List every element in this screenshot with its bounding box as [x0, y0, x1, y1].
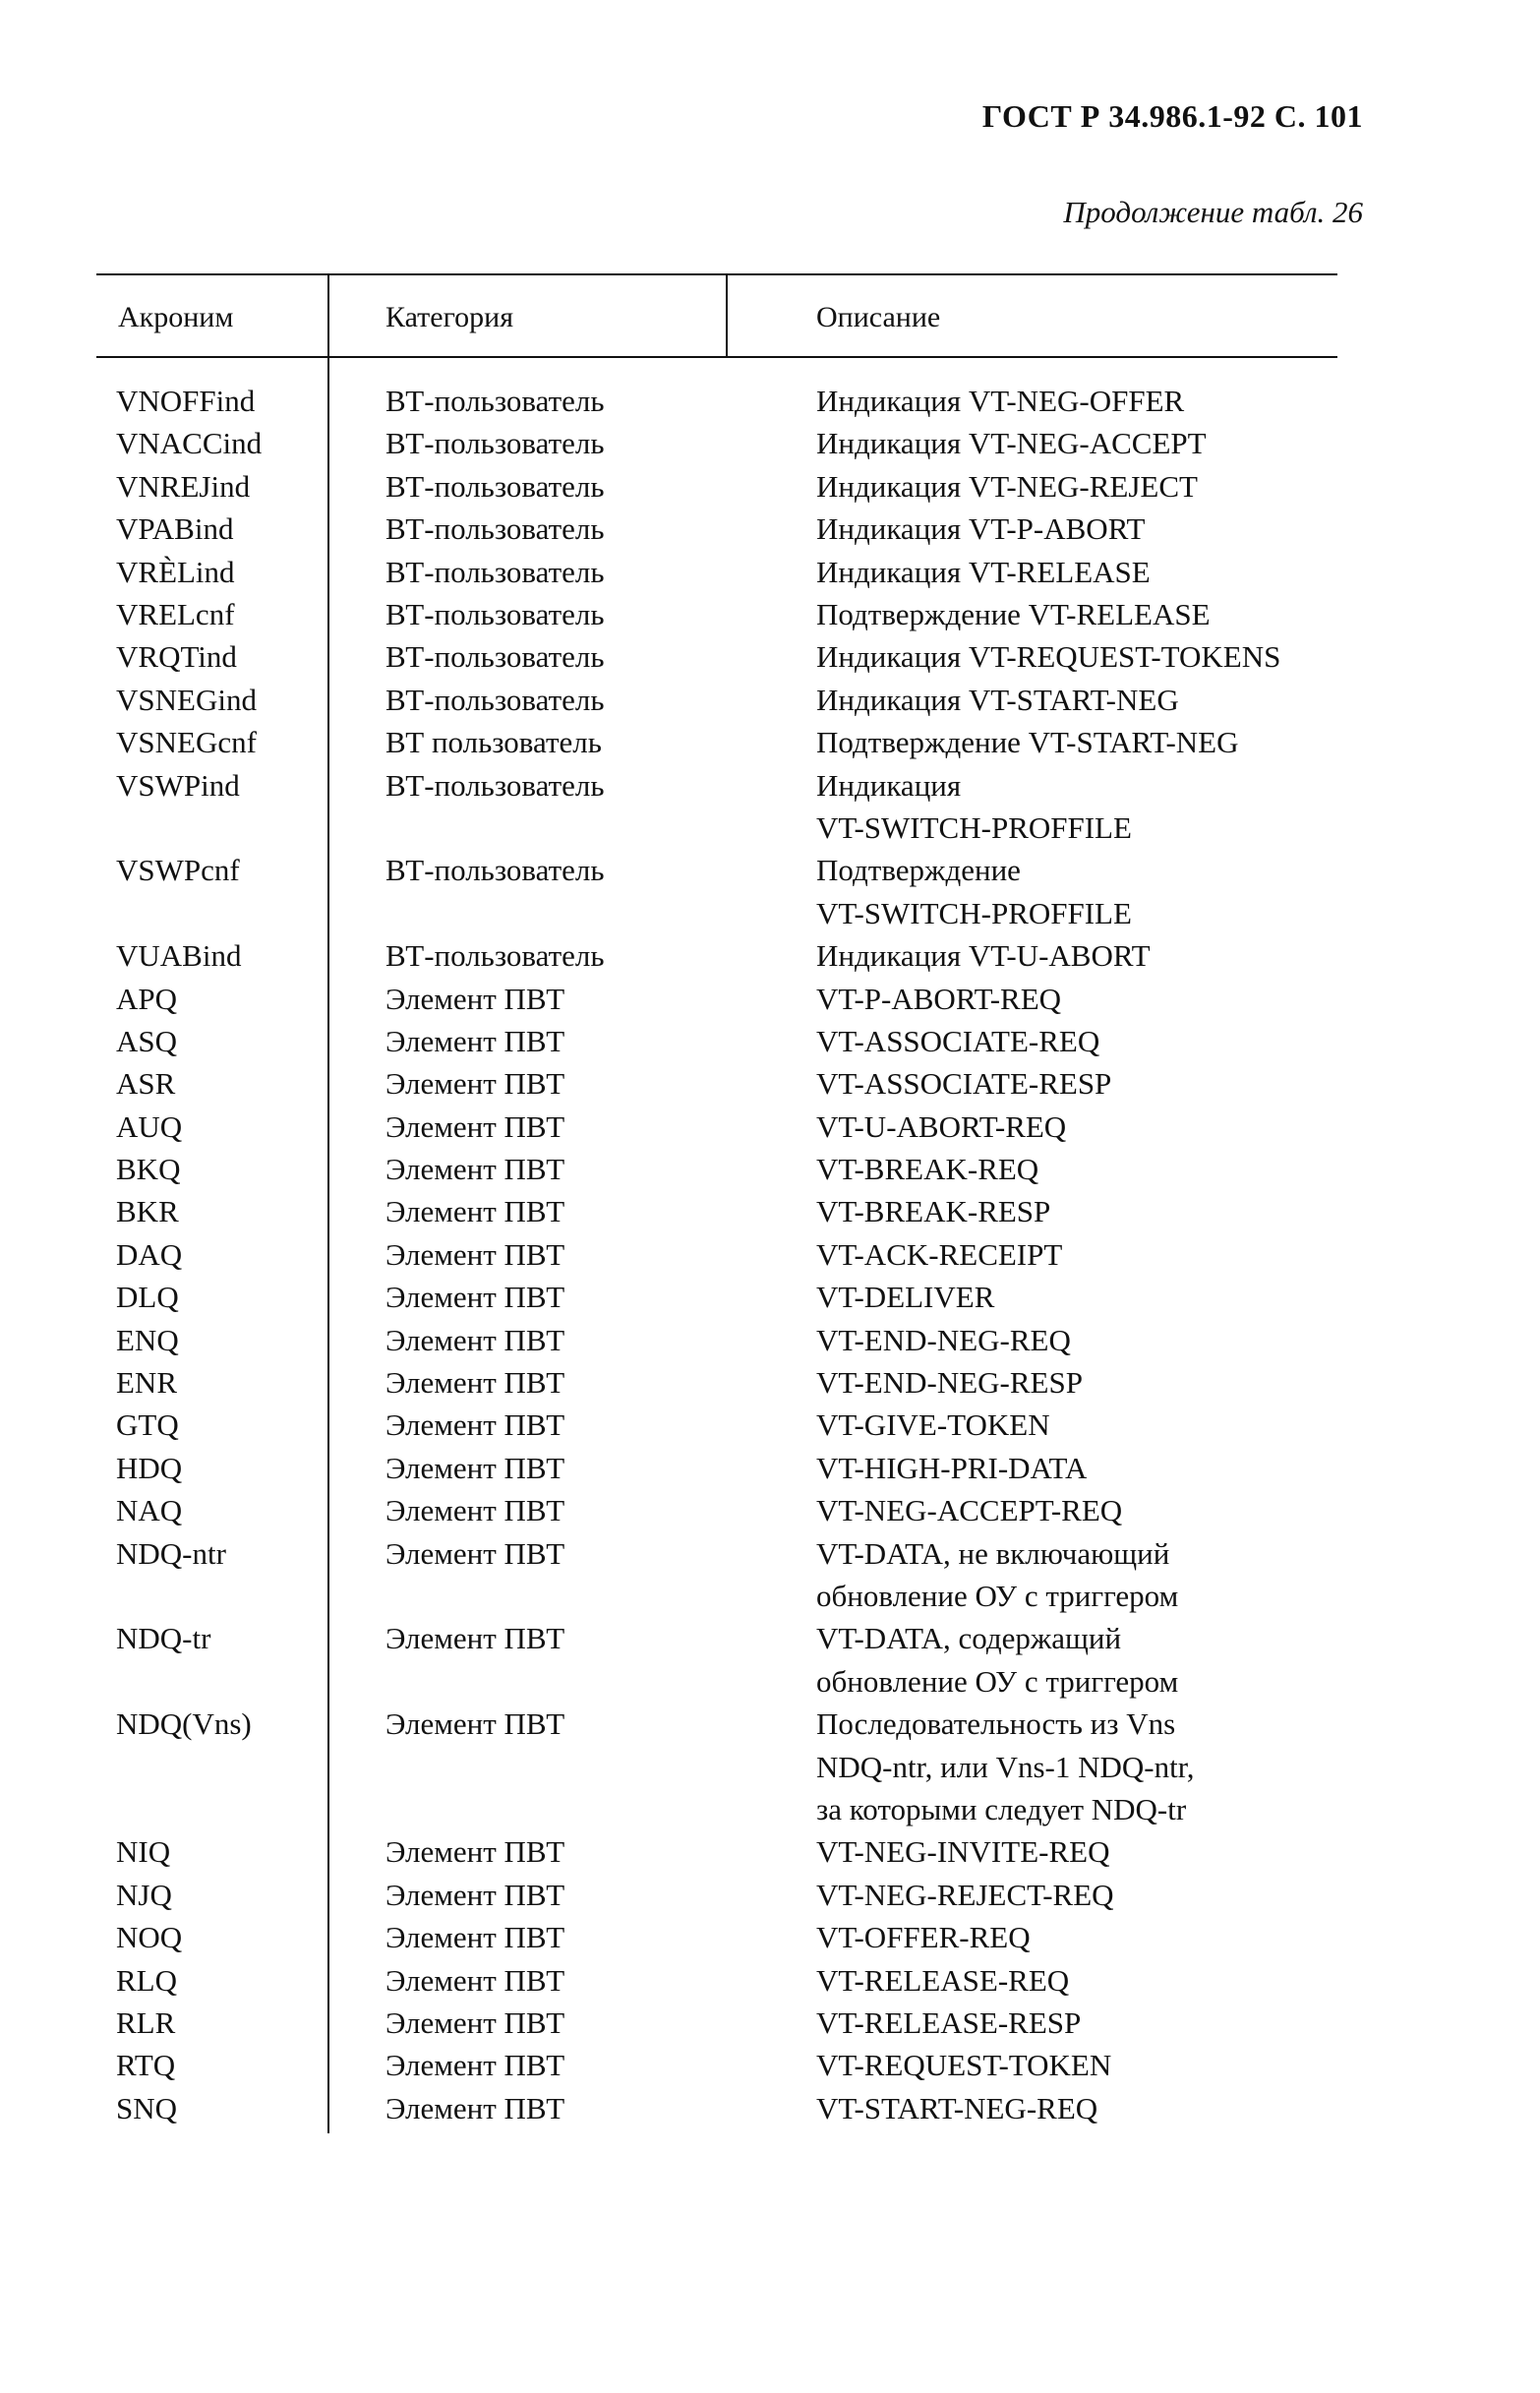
description-cell: [816, 422, 1207, 464]
description-line: VT-OFFER-REQ: [816, 1920, 1031, 1955]
table-row: [96, 1447, 1337, 1489]
description-cell: [816, 593, 1211, 635]
category-cell: Элемент ПВТ: [385, 1706, 565, 1742]
description-cell: [816, 1233, 1062, 1276]
category-cell: ВТ-пользователь: [385, 426, 605, 461]
description-cell: [816, 551, 1151, 593]
acronym-cell: NJQ: [116, 1877, 172, 1912]
category-cell: Элемент ПВТ: [385, 2004, 565, 2040]
acronym-cell: DLQ: [116, 1280, 179, 1315]
table-row: [96, 1617, 1337, 1703]
description-line: Индикация VT-START-NEG: [816, 682, 1179, 717]
description-line: VT-NEG-ACCEPT-REQ: [816, 1493, 1123, 1528]
description-cell: [816, 2087, 1097, 2129]
acronym-cell: NAQ: [116, 1493, 183, 1528]
acronym-cell: HDQ: [116, 1450, 183, 1485]
description-cell: [816, 1874, 1114, 1916]
description-cell: [816, 1148, 1038, 1190]
table-continuation-caption: Продолжение табл. 26: [1063, 195, 1363, 229]
description-line: VT-HIGH-PRI-DATA: [816, 1450, 1088, 1485]
description-cell: [816, 978, 1061, 1020]
acronym-cell: VSWPcnf: [116, 853, 240, 888]
description-line: VT-DATA, содержащий: [816, 1621, 1122, 1656]
description-cell: [816, 1106, 1066, 1148]
description-line: VT-DELIVER: [816, 1280, 995, 1315]
description-line: Индикация VT-U-ABORT: [816, 938, 1151, 974]
category-cell: Элемент ПВТ: [385, 1152, 565, 1187]
description-line: обновление ОУ с триггером: [816, 1578, 1179, 1613]
acronym-cell: VUABind: [116, 938, 242, 974]
description-cell: [816, 1190, 1050, 1232]
acronym-cell: ENQ: [116, 1322, 179, 1357]
description-line: VT-ASSOCIATE-REQ: [816, 1023, 1100, 1058]
acronym-cell: VRELcnf: [116, 596, 235, 631]
category-cell: Элемент ПВТ: [385, 1066, 565, 1102]
description-cell: [816, 508, 1145, 550]
acronym-cell: DAQ: [116, 1236, 183, 1272]
category-cell: ВТ-пользователь: [385, 639, 605, 675]
category-cell: Элемент ПВТ: [385, 1194, 565, 1229]
table-row: [96, 1361, 1337, 1404]
description-cell: [816, 1276, 994, 1318]
column-header-acronym: Акроним: [118, 301, 234, 333]
description-cell: [816, 1319, 1071, 1361]
category-cell: ВТ-пользователь: [385, 853, 605, 888]
acronym-cell: VSNEGcnf: [116, 725, 257, 760]
table-body: [96, 380, 1337, 2129]
acronym-cell: NOQ: [116, 1920, 183, 1955]
table-row: [96, 1916, 1337, 1958]
table-row: [96, 508, 1337, 550]
description-line: VT-END-NEG-RESP: [816, 1365, 1083, 1401]
acronym-cell: VPABind: [116, 511, 234, 547]
description-line: VT-P-ABORT-REQ: [816, 981, 1062, 1016]
acronym-cell: VRQTind: [116, 639, 237, 675]
description-line: Индикация VT-RELEASE: [816, 554, 1151, 589]
description-cell: [816, 465, 1198, 508]
category-cell: Элемент ПВТ: [385, 2090, 565, 2125]
category-cell: Элемент ПВТ: [385, 1322, 565, 1357]
description-cell: [816, 2044, 1111, 2086]
table-row: [96, 593, 1337, 635]
category-cell: Элемент ПВТ: [385, 1108, 565, 1144]
table-row: [96, 380, 1337, 422]
description-cell: [816, 1361, 1083, 1404]
category-cell: Элемент ПВТ: [385, 1834, 565, 1870]
description-line: Подтверждение VT-START-NEG: [816, 725, 1239, 760]
acronym-cell: RLR: [116, 2004, 176, 2040]
table-row: [96, 1703, 1337, 1830]
acronym-cell: VNREJind: [116, 468, 251, 504]
table-row: [96, 1106, 1337, 1148]
description-cell: [816, 1959, 1069, 2002]
acronym-table: [96, 273, 1337, 2142]
description-line: VT-END-NEG-REQ: [816, 1322, 1071, 1357]
description-cell: [816, 764, 1132, 850]
category-cell: Элемент ПВТ: [385, 1962, 565, 1998]
category-cell: Элемент ПВТ: [385, 1877, 565, 1912]
table-row: [96, 465, 1337, 508]
description-cell: [816, 1830, 1109, 1873]
category-cell: Элемент ПВТ: [385, 1023, 565, 1058]
acronym-cell: VSNEGind: [116, 682, 257, 717]
acronym-cell: VNOFFind: [116, 384, 256, 418]
category-cell: Элемент ПВТ: [385, 981, 565, 1016]
table-row: [96, 934, 1337, 977]
acronym-cell: ASR: [116, 1066, 176, 1102]
description-line: VT-DATA, не включающий: [816, 1535, 1170, 1571]
description-cell: [816, 1020, 1099, 1062]
acronym-cell: RTQ: [116, 2048, 176, 2083]
category-cell: Элемент ПВТ: [385, 1621, 565, 1656]
table-row: [96, 1959, 1337, 2002]
table-header-rule: [96, 356, 1337, 358]
acronym-cell: ENR: [116, 1365, 177, 1401]
description-line: VT-RELEASE-REQ: [816, 1962, 1070, 1998]
category-cell: ВТ-пользователь: [385, 554, 605, 589]
category-cell: ВТ-пользователь: [385, 384, 605, 418]
description-cell: [816, 1617, 1178, 1703]
acronym-cell: NDQ-tr: [116, 1621, 211, 1656]
description-line: Подтверждение VT-RELEASE: [816, 596, 1211, 631]
category-cell: Элемент ПВТ: [385, 1535, 565, 1571]
acronym-cell: RLQ: [116, 1962, 177, 1998]
category-cell: Элемент ПВТ: [385, 1920, 565, 1955]
description-cell: [816, 1404, 1050, 1446]
description-cell: [816, 1489, 1122, 1531]
category-cell: Элемент ПВТ: [385, 1280, 565, 1315]
category-cell: Элемент ПВТ: [385, 1365, 565, 1401]
description-line: VT-REQUEST-TOKEN: [816, 2048, 1112, 2083]
description-cell: [816, 849, 1132, 934]
description-cell: [816, 721, 1239, 763]
table-row: [96, 1532, 1337, 1618]
category-cell: Элемент ПВТ: [385, 1450, 565, 1485]
acronym-cell: AUQ: [116, 1108, 183, 1144]
description-line: VT-BREAK-RESP: [816, 1194, 1051, 1229]
table-header-row: [96, 273, 1337, 356]
table-row: [96, 1319, 1337, 1361]
acronym-cell: NDQ-ntr: [116, 1535, 226, 1571]
table-row: [96, 1276, 1337, 1318]
description-cell: [816, 934, 1151, 977]
description-line: обновление ОУ с триггером: [816, 1663, 1179, 1699]
acronym-cell: APQ: [116, 981, 178, 1016]
table-row: [96, 1148, 1337, 1190]
table-row: [96, 1062, 1337, 1105]
description-cell: [816, 679, 1179, 721]
description-cell: [816, 2002, 1081, 2044]
description-line: VT-NEG-INVITE-REQ: [816, 1834, 1110, 1870]
description-line: VT-GIVE-TOKEN: [816, 1407, 1050, 1443]
description-cell: [816, 1703, 1195, 1830]
table-row: [96, 764, 1337, 850]
category-cell: Элемент ПВТ: [385, 2048, 565, 2083]
description-line: VT-ACK-RECEIPT: [816, 1236, 1063, 1272]
acronym-cell: SNQ: [116, 2090, 178, 2125]
category-cell: ВТ-пользователь: [385, 938, 605, 974]
description-line: VT-U-ABORT-REQ: [816, 1108, 1067, 1144]
description-line: Подтверждение: [816, 853, 1021, 888]
description-line: Индикация: [816, 767, 962, 803]
category-cell: Элемент ПВТ: [385, 1493, 565, 1528]
table-row: [96, 1489, 1337, 1531]
description-line: VT-RELEASE-RESP: [816, 2004, 1082, 2040]
acronym-cell: VSWPind: [116, 767, 240, 803]
page-header: ГОСТ Р 34.986.1-92 С. 101: [981, 98, 1363, 134]
table-row: [96, 1404, 1337, 1446]
acronym-cell: GTQ: [116, 1407, 179, 1443]
acronym-cell: VRÈLind: [116, 554, 235, 589]
table-row: [96, 1830, 1337, 1873]
description-cell: [816, 1062, 1111, 1105]
acronym-cell: ASQ: [116, 1023, 178, 1058]
description-line: VT-ASSOCIATE-RESP: [816, 1066, 1112, 1102]
acronym-cell: BKQ: [116, 1152, 181, 1187]
description-line: VT-SWITCH-PROFFILE: [816, 895, 1132, 930]
description-cell: [816, 380, 1184, 422]
table-row: [96, 978, 1337, 1020]
table-row: [96, 1233, 1337, 1276]
table-row: [96, 2002, 1337, 2044]
description-line: Последовательность из Vns: [816, 1706, 1176, 1742]
table-row: [96, 1874, 1337, 1916]
category-cell: ВТ-пользователь: [385, 596, 605, 631]
description-line: NDQ-ntr, или Vns-1 NDQ-ntr,: [816, 1749, 1195, 1784]
column-header-description: Описание: [816, 301, 941, 333]
table-row: [96, 635, 1337, 678]
category-cell: ВТ пользователь: [385, 725, 602, 760]
category-cell: ВТ-пользователь: [385, 511, 605, 547]
description-cell: [816, 1532, 1178, 1618]
description-cell: [816, 1447, 1087, 1489]
category-cell: ВТ-пользователь: [385, 682, 605, 717]
acronym-cell: NIQ: [116, 1834, 171, 1870]
description-line: Индикация VT-NEG-REJECT: [816, 468, 1198, 504]
table-row: [96, 849, 1337, 934]
acronym-cell: VNACCind: [116, 426, 263, 461]
table-row: [96, 2044, 1337, 2086]
description-line: VT-SWITCH-PROFFILE: [816, 809, 1132, 845]
category-cell: ВТ-пользователь: [385, 468, 605, 504]
table-row: [96, 1190, 1337, 1232]
table-row: [96, 2087, 1337, 2129]
description-line: за которыми следует NDQ-tr: [816, 1791, 1187, 1826]
acronym-cell: BKR: [116, 1194, 179, 1229]
category-cell: Элемент ПВТ: [385, 1236, 565, 1272]
table-row: [96, 422, 1337, 464]
table-row: [96, 679, 1337, 721]
description-cell: [816, 1916, 1031, 1958]
table-row: [96, 1020, 1337, 1062]
description-line: VT-BREAK-REQ: [816, 1152, 1039, 1187]
category-cell: Элемент ПВТ: [385, 1407, 565, 1443]
description-line: Индикация VT-NEG-OFFER: [816, 384, 1185, 418]
description-line: Индикация VT-P-ABORT: [816, 511, 1146, 547]
description-line: VT-NEG-REJECT-REQ: [816, 1877, 1114, 1912]
column-header-category: Категория: [385, 301, 513, 333]
table-row: [96, 551, 1337, 593]
acronym-cell: NDQ(Vns): [116, 1706, 252, 1742]
description-line: Индикация VT-NEG-ACCEPT: [816, 426, 1207, 461]
description-line: Индикация VT-REQUEST-TOKENS: [816, 639, 1281, 675]
table-row: [96, 721, 1337, 763]
description-cell: [816, 635, 1280, 678]
category-cell: ВТ-пользователь: [385, 767, 605, 803]
description-line: VT-START-NEG-REQ: [816, 2090, 1098, 2125]
